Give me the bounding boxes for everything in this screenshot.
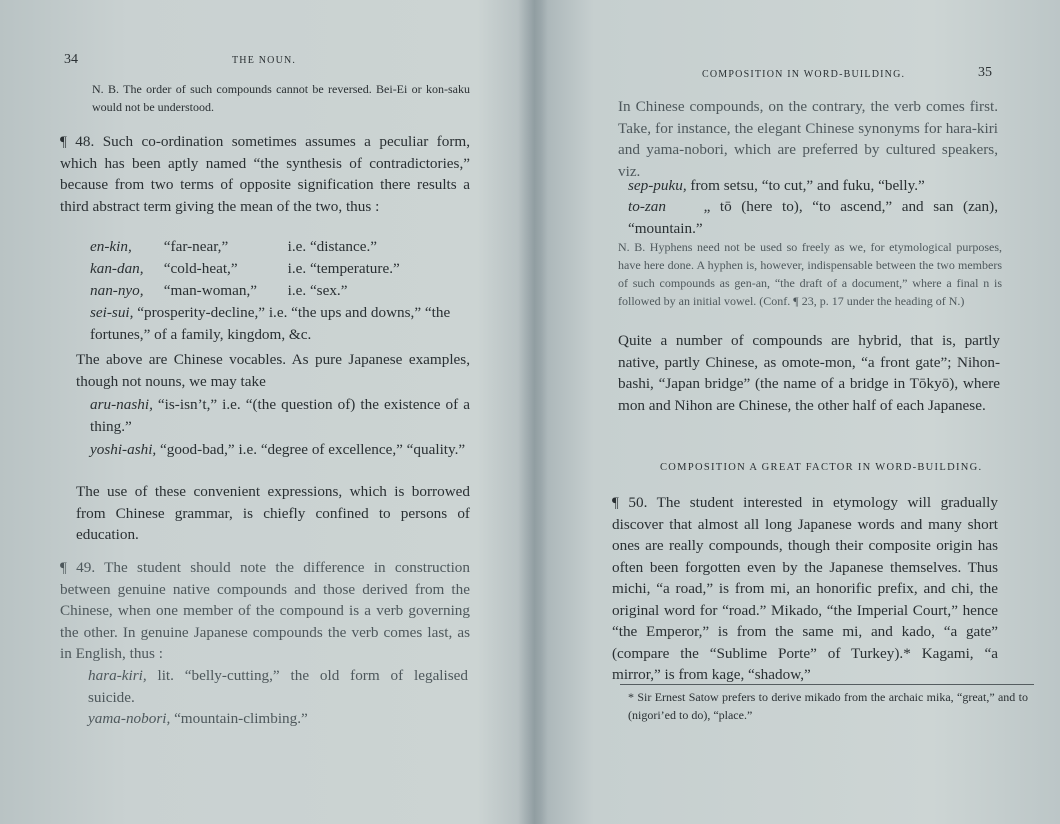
footnote: * Sir Ernest Satow prefers to derive mikado from the archaic mika, “great,” and to (nigori’ed to do), “place.”	[628, 690, 1028, 722]
right-page-number: 35	[978, 65, 992, 80]
example-row	[90, 258, 400, 280]
example-row	[90, 280, 347, 302]
example-meaning: i.e. “temperature.”	[287, 260, 400, 277]
example-term: kan-dan,	[90, 260, 144, 277]
example-rest: “is-isn’t,” i.e. “(the question of) the existence of a thing.”	[90, 396, 470, 435]
example2-row	[90, 394, 470, 437]
example-term: nan-nyo,	[90, 282, 144, 299]
paragraph-hybrid-compounds: Quite a number of compounds are hybrid, that is, partly native, partly Chinese, as omote-mon, “a front gate”; Nihon-bashi, “Japan bridge” (the name of a bridge in Tōkyō), where mon and Nihon are Chinese, the other half of each Japanese.	[618, 332, 1000, 414]
paragraph-49: ¶ 49. The student should note the difference in construction between genuine native compounds and those derived from the Chinese, when one member of the compound is a verb governing the other. In genuine Japanese compounds the verb comes last, as in English, thus :	[60, 559, 470, 662]
example-rest: lit. “belly-cutting,” the old form of legalised suicide.	[88, 667, 468, 706]
example-term: aru-nashi,	[90, 396, 153, 413]
paragraph-chinese-compounds: In Chinese compounds, on the contrary, the verb comes first. Take, for instance, the elegant Chinese synonyms for hara-kiri and yama-nobori, which are preferred by cultured speakers, viz.	[618, 98, 998, 180]
left-page-number: 34	[64, 52, 78, 67]
example-gloss: “far-near,”	[163, 238, 229, 255]
paragraph-48: ¶ 48. Such co-ordination sometimes assumes a peculiar form, which has been aptly named “the synthesis of contradictories,” because from two terms of opposite signification there results a third abstract term giving the mean of the two, thus :	[60, 133, 470, 215]
right-running-head: COMPOSITION IN WORD-BUILDING.	[702, 69, 906, 80]
example-rest: from setsu, “to cut,” and fuku, “belly.”	[690, 177, 925, 194]
example-rest: “good-bad,” i.e. “degree of excellence,” “quality.”	[160, 441, 466, 458]
example-term: hara-kiri,	[88, 667, 147, 684]
example-rest: “mountain-climbing.”	[174, 710, 308, 727]
example-row	[90, 302, 470, 345]
example-meaning: i.e. “distance.”	[287, 238, 377, 255]
nb-top-note: N. B. The order of such compounds cannot be reversed. Bei-Ei or kon-saku would not be understood.	[92, 82, 470, 114]
example-meaning: i.e. “the ups and downs,” “the fortunes,” of a family, kingdom, &c.	[90, 304, 451, 343]
example-term: en-kin,	[90, 238, 132, 255]
book-gutter	[518, 0, 548, 824]
example2-row	[90, 439, 470, 461]
example-term: sep-puku,	[628, 177, 687, 194]
example-meaning: i.e. “sex.”	[287, 282, 348, 299]
example-gloss: “cold-heat,”	[163, 260, 238, 277]
right-example-row	[628, 196, 998, 239]
right-example-row	[628, 175, 998, 197]
example-term: yama-nobori,	[88, 710, 171, 727]
paragraph-convenient-expressions: The use of these convenient expressions, which is borrowed from Chinese grammar, is chiefly confined to persons of education.	[76, 483, 470, 543]
example-term: to-zan	[628, 198, 666, 215]
example-term: yoshi-ashi,	[90, 441, 157, 458]
paragraph-chinese-vocables: The above are Chinese vocables. As pure Japanese examples, though not nouns, we may take	[76, 351, 470, 390]
footnote-rule	[620, 684, 1034, 685]
left-running-head: THE NOUN.	[232, 55, 297, 66]
paragraph-50: ¶ 50. The student interested in etymology will gradually discover that almost all long Japanese words and many short ones are really compounds, though their composite origin has often been forgotten even by the Japanese themselves. Thus michi, “a road,” is from mi, an honorific prefix, and chi, the original word for “road.” Mikado, “the Imperial Court,” hence “the Emperor,” is from the same mi, and kado, “a gate” (compare the “Sublime Porte” of Turkey).* Kagami, “a mirror,” is from kage, “shadow,”	[612, 494, 998, 683]
example3-row	[88, 665, 468, 708]
section-heading: COMPOSITION A GREAT FACTOR IN WORD-BUILDING.	[660, 462, 983, 473]
example-row	[90, 236, 377, 258]
example3-row	[88, 708, 468, 730]
example-gloss: “man-woman,”	[163, 282, 257, 299]
nb-hyphens-note: N. B. Hyphens need not be used so freely as we, for etymological purposes, have here done. A hyphen is, however, indispensable between the two members of such compounds as gen-an, “the draft of a document,” where a final n is followed by an initial vowel. (Conf. ¶ 23, p. 17 under the heading of N.)	[618, 240, 1002, 308]
example-gloss: “prosperity-decline,”	[137, 304, 266, 321]
example-term: sei-sui,	[90, 304, 134, 321]
example-rest: „ tō (here to), “to ascend,” and san (zan), “mountain.”	[628, 198, 998, 237]
right-page	[548, 0, 1060, 824]
left-page	[0, 0, 520, 824]
